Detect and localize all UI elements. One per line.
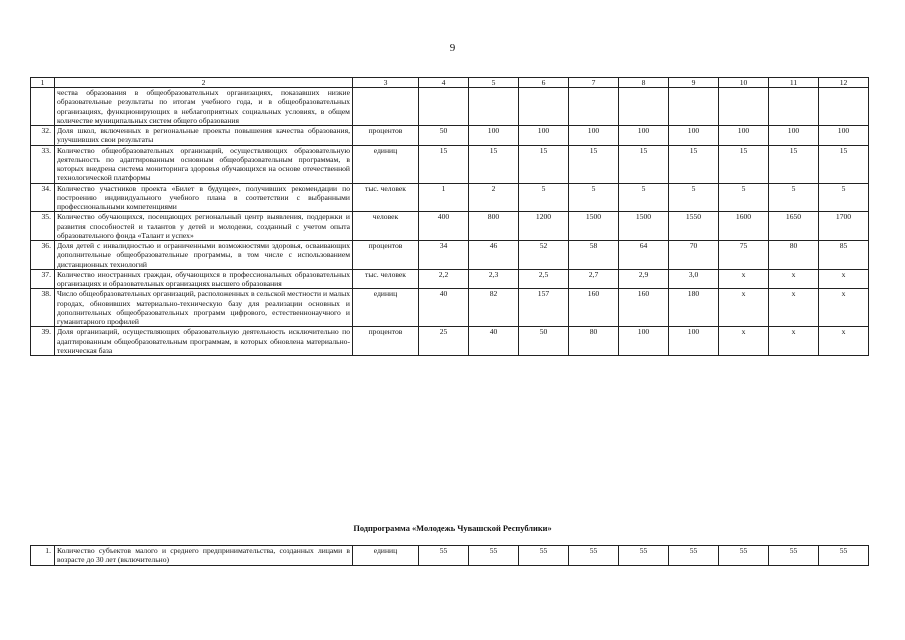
- value-cell: 100: [819, 126, 869, 146]
- value-cell: 40: [469, 327, 519, 356]
- value-cell: [419, 88, 469, 126]
- value-cell: 70: [669, 241, 719, 270]
- value-cell: 180: [669, 289, 719, 327]
- table-row: [31, 183, 869, 212]
- value-cell: 15: [769, 145, 819, 183]
- value-cell: 1650: [769, 212, 819, 241]
- table-row: [31, 241, 869, 270]
- value-cell: 55: [419, 546, 469, 566]
- value-cell: 55: [819, 546, 869, 566]
- table-row: [31, 88, 869, 126]
- value-cell: х: [819, 269, 869, 289]
- value-cell: 160: [619, 289, 669, 327]
- indicator-name: Доля детей с инвалидностью и ограниченными возможностями здоровья, осваивающих дополнительные общеобразовательные программы, в том числе с использованием дистанционных технологий: [55, 241, 353, 270]
- value-cell: 55: [619, 546, 669, 566]
- value-cell: 1200: [519, 212, 569, 241]
- subprogram-table: [30, 545, 869, 566]
- value-cell: 15: [819, 145, 869, 183]
- table-row: [31, 145, 869, 183]
- value-cell: х: [769, 269, 819, 289]
- value-cell: 2,5: [519, 269, 569, 289]
- value-cell: 2: [469, 183, 519, 212]
- value-cell: х: [719, 269, 769, 289]
- header-cell: 12: [819, 78, 869, 88]
- page-number: 9: [449, 42, 456, 54]
- value-cell: 100: [769, 126, 819, 146]
- value-cell: 100: [619, 126, 669, 146]
- value-cell: 75: [719, 241, 769, 270]
- indicators-table: [30, 77, 869, 356]
- indicator-name: чества образования в общеобразовательных организациях, показавших низкие образовательные результаты по итогам учебного года, и в общеобразовательных организациях, функционирующих в неблагоприятных социальных условиях, в общем количестве муниципальных систем общего образования: [55, 88, 353, 126]
- value-cell: 3,0: [669, 269, 719, 289]
- value-cell: 82: [469, 289, 519, 327]
- value-cell: 15: [669, 145, 719, 183]
- value-cell: 157: [519, 289, 569, 327]
- header-cell: 10: [719, 78, 769, 88]
- value-cell: 55: [769, 546, 819, 566]
- value-cell: [719, 88, 769, 126]
- value-cell: х: [819, 289, 869, 327]
- value-cell: 5: [619, 183, 669, 212]
- value-cell: 15: [569, 145, 619, 183]
- value-cell: 40: [419, 289, 469, 327]
- header-cell: 1: [31, 78, 55, 88]
- indicator-name: Количество иностранных граждан, обучающихся в профессиональных образовательных организациях и образовательных организациях высшего образования: [55, 269, 353, 289]
- table-row: [31, 212, 869, 241]
- value-cell: 1500: [619, 212, 669, 241]
- table-row: [31, 289, 869, 327]
- value-cell: 100: [669, 327, 719, 356]
- unit-cell: тыс. человек: [353, 269, 419, 289]
- value-cell: 46: [469, 241, 519, 270]
- header-cell: 4: [419, 78, 469, 88]
- header-row: [31, 78, 869, 88]
- value-cell: 5: [519, 183, 569, 212]
- table-row: [31, 269, 869, 289]
- value-cell: 100: [519, 126, 569, 146]
- value-cell: 160: [569, 289, 619, 327]
- value-cell: 5: [669, 183, 719, 212]
- value-cell: 100: [619, 327, 669, 356]
- value-cell: х: [769, 327, 819, 356]
- value-cell: [669, 88, 719, 126]
- value-cell: [769, 88, 819, 126]
- value-cell: 15: [619, 145, 669, 183]
- value-cell: 15: [519, 145, 569, 183]
- value-cell: 100: [569, 126, 619, 146]
- unit-cell: процентов: [353, 327, 419, 356]
- value-cell: [569, 88, 619, 126]
- value-cell: 400: [419, 212, 469, 241]
- unit-cell: единиц: [353, 546, 419, 566]
- row-number: 35.: [31, 212, 55, 241]
- indicator-name: Количество общеобразовательных организаций, осуществляющих образовательную деятельность по адаптированным основным общеобразовательным программам, в которых внедрена система мониторинга здоровья обучающихся на основе отечественной технологической платформы: [55, 145, 353, 183]
- value-cell: 1: [419, 183, 469, 212]
- value-cell: 25: [419, 327, 469, 356]
- value-cell: 5: [819, 183, 869, 212]
- value-cell: 55: [669, 546, 719, 566]
- value-cell: 80: [769, 241, 819, 270]
- value-cell: 15: [719, 145, 769, 183]
- value-cell: 2,2: [419, 269, 469, 289]
- row-number: 1.: [31, 546, 55, 566]
- value-cell: 15: [419, 145, 469, 183]
- value-cell: 1600: [719, 212, 769, 241]
- value-cell: 100: [469, 126, 519, 146]
- value-cell: 55: [469, 546, 519, 566]
- value-cell: 55: [569, 546, 619, 566]
- value-cell: 64: [619, 241, 669, 270]
- value-cell: 1500: [569, 212, 619, 241]
- unit-cell: человек: [353, 212, 419, 241]
- value-cell: [819, 88, 869, 126]
- row-number: 37.: [31, 269, 55, 289]
- unit-cell: процентов: [353, 126, 419, 146]
- header-cell: 8: [619, 78, 669, 88]
- unit-cell: единиц: [353, 289, 419, 327]
- value-cell: 2,3: [469, 269, 519, 289]
- value-cell: [469, 88, 519, 126]
- row-number: 36.: [31, 241, 55, 270]
- value-cell: 50: [419, 126, 469, 146]
- table-row: [31, 126, 869, 146]
- header-cell: 7: [569, 78, 619, 88]
- header-cell: 9: [669, 78, 719, 88]
- indicator-name: Доля школ, включенных в региональные проекты повышения качества образования, улучшивших свои результаты: [55, 126, 353, 146]
- value-cell: 80: [569, 327, 619, 356]
- value-cell: 5: [769, 183, 819, 212]
- value-cell: 58: [569, 241, 619, 270]
- value-cell: х: [719, 289, 769, 327]
- header-cell: 5: [469, 78, 519, 88]
- header-cell: 3: [353, 78, 419, 88]
- unit-cell: тыс. человек: [353, 183, 419, 212]
- indicator-name: Количество обучающихся, посещающих региональный центр выявления, поддержки и развития способностей и талантов у детей и молодежи, созданный с учетом опыта образовательного фонда «Талант и успех»: [55, 212, 353, 241]
- value-cell: 55: [519, 546, 569, 566]
- value-cell: х: [769, 289, 819, 327]
- value-cell: 100: [669, 126, 719, 146]
- unit-cell: [353, 88, 419, 126]
- value-cell: 5: [719, 183, 769, 212]
- row-number: 39.: [31, 327, 55, 356]
- value-cell: х: [819, 327, 869, 356]
- value-cell: 100: [719, 126, 769, 146]
- indicator-name: Количество субъектов малого и среднего предпринимательства, созданных лицами в возрасте до 30 лет (включительно): [55, 546, 353, 566]
- unit-cell: единиц: [353, 145, 419, 183]
- value-cell: 1700: [819, 212, 869, 241]
- row-number: 38.: [31, 289, 55, 327]
- value-cell: 85: [819, 241, 869, 270]
- value-cell: 15: [469, 145, 519, 183]
- value-cell: 800: [469, 212, 519, 241]
- row-number: 33.: [31, 145, 55, 183]
- value-cell: 52: [519, 241, 569, 270]
- value-cell: 2,7: [569, 269, 619, 289]
- row-number: 34.: [31, 183, 55, 212]
- subprogram-title: Подпрограмма «Молодежь Чувашской Республики»: [353, 524, 552, 533]
- indicator-name: Доля организаций, осуществляющих образовательную деятельность исключительно по адаптированным общеобразовательным программам, в которых обновлена материально-техническая база: [55, 327, 353, 356]
- value-cell: [519, 88, 569, 126]
- value-cell: 5: [569, 183, 619, 212]
- value-cell: 1550: [669, 212, 719, 241]
- value-cell: 2,9: [619, 269, 669, 289]
- indicator-name: Количество участников проекта «Билет в будущее», получивших рекомендации по построению индивидуального учебного плана в соответствии с выбранными профессиональными компетенциями: [55, 183, 353, 212]
- unit-cell: процентов: [353, 241, 419, 270]
- table-row: [31, 546, 869, 566]
- value-cell: 50: [519, 327, 569, 356]
- value-cell: х: [719, 327, 769, 356]
- row-number: [31, 88, 55, 126]
- value-cell: [619, 88, 669, 126]
- value-cell: 34: [419, 241, 469, 270]
- header-cell: 2: [55, 78, 353, 88]
- header-cell: 6: [519, 78, 569, 88]
- indicator-name: Число общеобразовательных организаций, расположенных в сельской местности и малых городах, обновивших материально-техническую базу для реализации основных и дополнительных общеобразовательных программ цифрового, естественнонаучного и гуманитарного профилей: [55, 289, 353, 327]
- table-row: [31, 327, 869, 356]
- row-number: 32.: [31, 126, 55, 146]
- value-cell: 55: [719, 546, 769, 566]
- header-cell: 11: [769, 78, 819, 88]
